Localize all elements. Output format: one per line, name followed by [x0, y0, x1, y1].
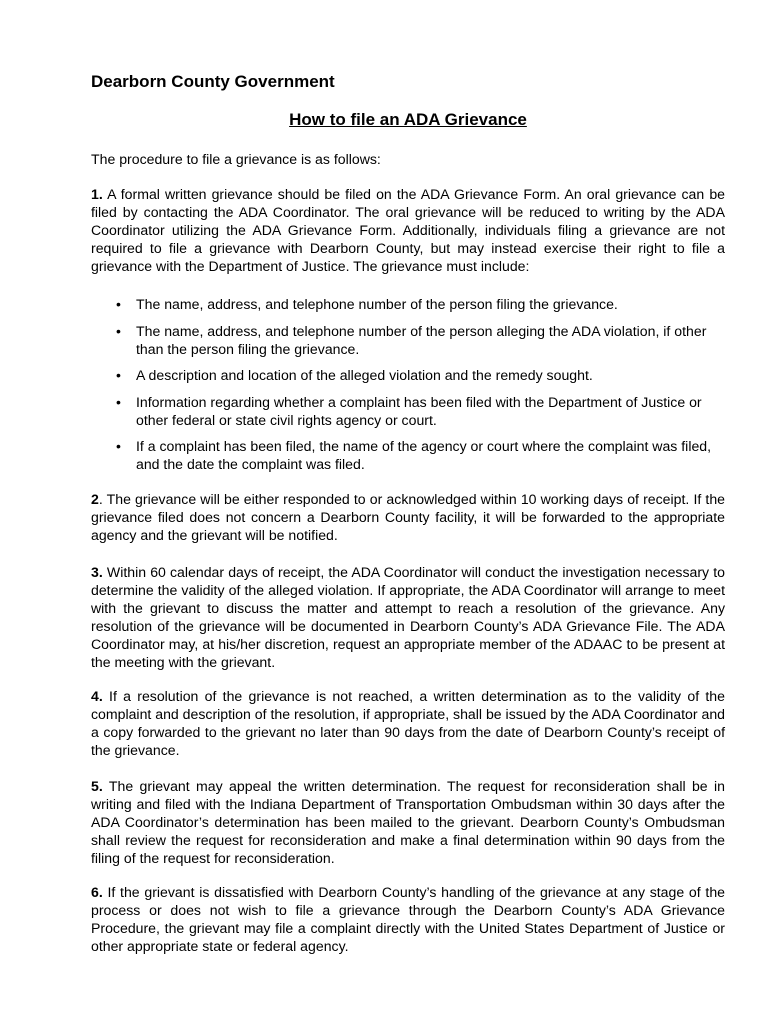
step-number: 2: [91, 491, 99, 507]
bullet-icon: •: [116, 438, 121, 454]
bullet-icon: •: [116, 296, 121, 312]
list-item-text: A description and location of the alleged violation and the remedy sought.: [136, 367, 593, 383]
step-6-paragraph: [91, 883, 725, 955]
organization-name: Dearborn County Government: [91, 72, 335, 91]
step-text: The grievant may appeal the written determination. The request for reconsideration shall be in writing and filed with the Indiana Department of Transportation Ombudsman within 30 days after the ADA Coordinator’s determination has been mailed to the grievant. Dearborn County’s Ombudsman shall review the request for reconsideration and make a final determination within 90 days from the filing of the request for reconsideration.: [91, 778, 725, 866]
step-number: 4.: [91, 688, 103, 704]
step-number: 6.: [91, 884, 103, 900]
step-1-paragraph: [91, 185, 725, 275]
step-number: 3.: [91, 564, 103, 580]
requirements-list: [91, 295, 725, 482]
list-item-text: The name, address, and telephone number of the person filing the grievance.: [136, 296, 618, 312]
bullet-icon: •: [116, 322, 121, 339]
list-item: [91, 437, 725, 473]
step-text: Within 60 calendar days of receipt, the ADA Coordinator will conduct the investigation necessary to determine the validity of the alleged violation. If appropriate, the ADA Coordinator will arrange to meet with the grievant to discuss the matter and attempt to reach a resolution of the grievance. Any resolution of the grievance will be documented in Dearborn County’s ADA Grievance File. The ADA Coordinator may, at his/her discretion, request an appropriate member of the ADAAC to be present at the meeting with the grievant.: [91, 564, 725, 670]
list-item: [91, 393, 725, 429]
list-item-text: Information regarding whether a complaint has been filed with the Department of Justice or other federal or state civil rights agency or court.: [136, 393, 702, 428]
step-number: 5.: [91, 778, 103, 794]
list-item-text: The name, address, and telephone number of the person alleging the ADA violation, if other than the person filing the grievance.: [136, 322, 707, 357]
bullet-icon: •: [116, 393, 121, 410]
step-2-paragraph: [91, 490, 725, 544]
bullet-icon: •: [116, 367, 121, 383]
step-4-paragraph: [91, 687, 725, 759]
step-text: . The grievance will be either responded to or acknowledged within 10 working days of receipt. If the grievance filed does not concern a Dearborn County facility, it will be forwarded to the appropriate agency and the grievant will be notified.: [91, 491, 725, 543]
list-item: [91, 322, 725, 358]
list-item: [91, 295, 725, 313]
step-5-paragraph: [91, 777, 725, 867]
step-text: A formal written grievance should be filed on the ADA Grievance Form. An oral grievance can be filed by contacting the ADA Coordinator. The oral grievance will be reduced to writing by the ADA Coordinator utilizing the ADA Grievance Form. Additionally, individuals filing a grievance are not required to file a grievance with Dearborn County, but may instead exercise their right to file a grievance with the Department of Justice. The grievance must include:: [91, 186, 725, 274]
step-text: If a resolution of the grievance is not reached, a written determination as to the validity of the complaint and description of the resolution, if appropriate, shall be issued by the ADA Coordinator and a copy forwarded to the grievant no later than 90 days from the date of Dearborn County’s receipt of the grievance.: [91, 688, 725, 758]
list-item-text: If a complaint has been filed, the name of the agency or court where the complaint was filed, and the date the complaint was filed.: [136, 438, 712, 472]
intro-text: The procedure to file a grievance is as follows:: [91, 151, 381, 167]
list-item: [91, 366, 725, 384]
page-title: How to file an ADA Grievance: [289, 110, 527, 129]
step-3-paragraph: [91, 563, 725, 671]
step-number: 1.: [91, 186, 103, 202]
step-text: If the grievant is dissatisfied with Dearborn County’s handling of the grievance at any stage of the process or does not wish to file a grievance through the Dearborn County’s ADA Grievance Procedure, the grievant may file a complaint directly with the United States Department of Justice or other appropriate state or federal agency.: [91, 884, 725, 954]
